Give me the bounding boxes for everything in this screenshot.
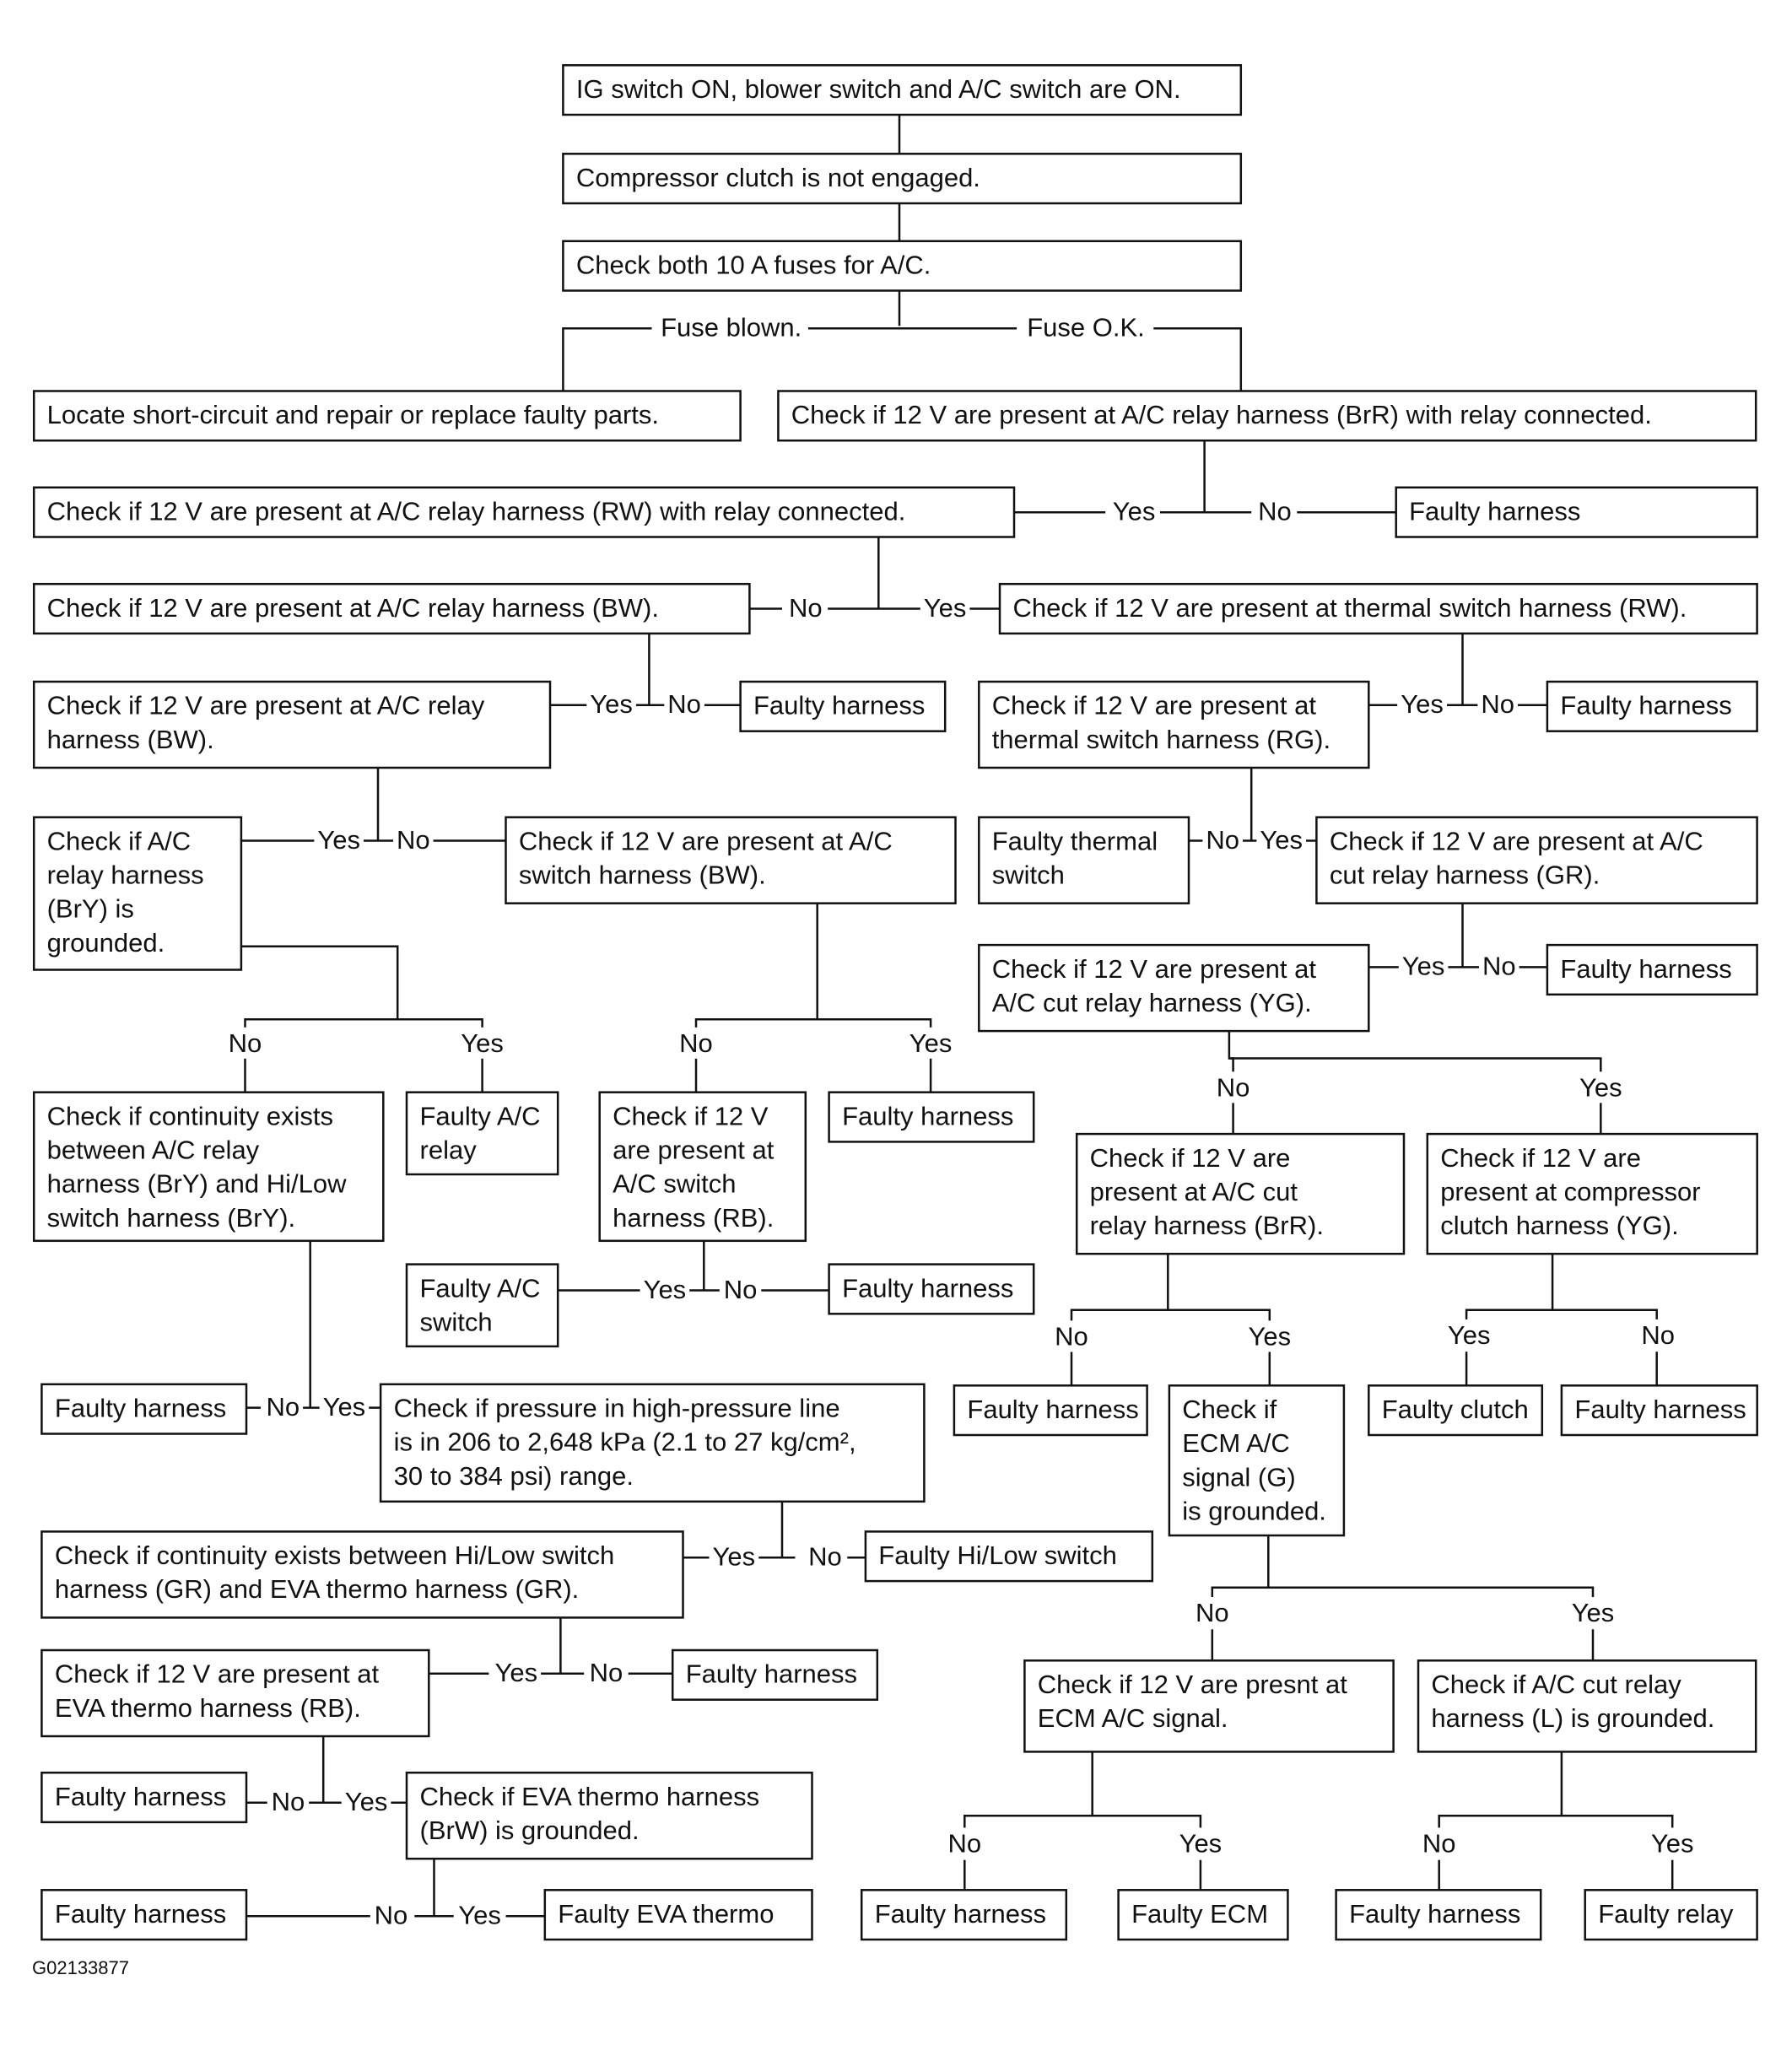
flow-box-text: Check if A/C cut relay: [1431, 1670, 1681, 1699]
flow-box-text: relay harness (BrR).: [1089, 1211, 1324, 1241]
flow-box-b5: [778, 391, 1756, 441]
flow-box-text: ECM A/C signal.: [1037, 1703, 1228, 1734]
flow-box-text: switch: [419, 1307, 493, 1337]
flow-box-b40: [41, 1773, 246, 1822]
flow-box-text: Faulty harness: [1574, 1395, 1746, 1424]
flow-box-text: Faulty harness: [685, 1659, 858, 1689]
flow-box-text: Faulty EVA thermo: [558, 1898, 775, 1929]
flow-box-text: switch harness (BW).: [518, 860, 766, 890]
flow-box-text: Faulty harness: [1560, 690, 1732, 720]
flow-box-text: Faulty Hi/Low switch: [878, 1540, 1117, 1570]
flow-box-b33: [1562, 1385, 1757, 1435]
flow-box-b21: [407, 1093, 558, 1174]
flow-box-b32: [1368, 1385, 1542, 1435]
flow-box-b44: [861, 1890, 1066, 1940]
connector-line: [241, 947, 397, 1030]
flow-box-text: harness (RB).: [613, 1202, 775, 1233]
flow-box-text: relay: [419, 1135, 477, 1165]
branch-label: Yes: [1401, 689, 1444, 720]
flow-box-text: clutch harness (YG).: [1440, 1211, 1679, 1241]
branch-label: No: [667, 689, 701, 720]
flow-box-text: Check if 12 V are present at: [54, 1659, 380, 1689]
flow-box-b29: [381, 1384, 924, 1502]
branch-label: No: [808, 1541, 842, 1572]
flow-box-text: signal (G): [1182, 1462, 1296, 1492]
branch-label: Yes: [344, 1787, 388, 1816]
branch-label: Yes: [461, 1028, 504, 1058]
branch-label: Yes: [317, 824, 360, 855]
flowchart-boxes: [34, 65, 1757, 1940]
branch-label: Yes: [643, 1274, 687, 1304]
flow-box-text: Check both 10 A fuses for A/C.: [575, 250, 931, 280]
flow-box-b18: [979, 945, 1368, 1031]
flow-box-text: Check if 12 V are present at A/C relay harness (BrR) with relay connected.: [791, 400, 1652, 430]
flow-box-text: Faulty harness: [1349, 1898, 1521, 1929]
flow-box-text: Faulty A/C: [419, 1101, 541, 1131]
flow-box-text: between A/C relay: [46, 1135, 260, 1165]
flow-box-text: Faulty relay: [1598, 1898, 1734, 1929]
flow-box-text: Faulty A/C: [419, 1273, 541, 1303]
flow-box-b31: [1169, 1385, 1344, 1535]
flow-box-text: Check if: [1182, 1395, 1277, 1424]
flow-box-text: present at A/C cut: [1089, 1176, 1298, 1206]
flow-box-text: IG switch ON, blower switch and A/C switch are ON.: [575, 73, 1181, 104]
branch-label: Yes: [909, 1028, 953, 1058]
flow-box-text: switch harness (BrY).: [46, 1202, 296, 1233]
flow-box-b25: [1428, 1134, 1757, 1254]
flow-box-b24: [1077, 1134, 1404, 1254]
branch-label: Yes: [322, 1391, 366, 1422]
flow-box-b3: [563, 241, 1240, 291]
flow-box-text: cut relay harness (GR).: [1329, 860, 1600, 890]
flow-box-text: Check if 12 V are present at A/C relay harness (BW).: [46, 592, 659, 623]
flow-box-b37: [672, 1650, 877, 1700]
flow-box-b27: [829, 1265, 1034, 1314]
flow-box-b4: [34, 391, 740, 441]
flow-box-text: are present at: [613, 1135, 775, 1165]
branch-label: No: [1641, 1319, 1676, 1350]
flow-box-text: Faulty ECM: [1131, 1898, 1269, 1929]
flow-box-text: thermal switch harness (RG).: [991, 724, 1331, 754]
flow-box-b36: [41, 1650, 429, 1736]
flow-box-text: EVA thermo harness (RB).: [54, 1692, 361, 1723]
branch-label: Yes: [494, 1658, 538, 1687]
flow-box-text: switch: [991, 860, 1065, 890]
flow-box-text: harness (BrY) and Hi/Low: [46, 1168, 347, 1199]
flow-box-text: present at compressor: [1440, 1176, 1701, 1206]
flow-box-text: Check if 12 V: [613, 1101, 769, 1131]
flow-box-b28: [41, 1384, 246, 1434]
branch-label: No: [947, 1828, 982, 1859]
flow-box-b13: [1547, 682, 1757, 731]
branch-label: No: [266, 1391, 300, 1422]
flow-box-b8: [34, 584, 749, 634]
connector-line: [1071, 1254, 1168, 1323]
flow-box-text: Check if 12 V are: [1440, 1142, 1641, 1173]
flow-box-text: harness (BW).: [46, 724, 214, 754]
flow-box-b1: [563, 65, 1240, 115]
flow-box-text: Check if 12 V are presnt at: [1037, 1670, 1347, 1699]
connector-line: [1466, 1254, 1552, 1323]
flow-box-b26: [407, 1265, 558, 1346]
branch-label: Yes: [1112, 496, 1156, 526]
branch-label: No: [723, 1274, 758, 1304]
connector-lines: [241, 115, 1672, 1916]
flow-box-text: Check if 12 V are present at: [991, 953, 1316, 984]
branch-label: Yes: [1571, 1598, 1615, 1627]
flow-box-text: Check if EVA thermo harness: [419, 1781, 760, 1811]
flow-box-b15: [506, 817, 956, 904]
flow-box-b7: [1396, 488, 1757, 537]
flow-box-text: Check if 12 V are present at A/C: [1329, 826, 1703, 856]
connector-line: [964, 1752, 1092, 1832]
flow-box-b11: [741, 682, 946, 731]
flow-box-text: Faulty harness: [874, 1898, 1047, 1929]
flow-box-b41: [407, 1773, 812, 1859]
connector-line: [1212, 1535, 1269, 1600]
flow-box-b30: [954, 1385, 1147, 1435]
flow-box-text: Faulty harness: [842, 1101, 1014, 1131]
flow-box-b35: [866, 1531, 1152, 1581]
flow-box-b42: [41, 1890, 246, 1940]
flow-box-text: Compressor clutch is not engaged.: [575, 162, 980, 192]
branch-label: Yes: [1248, 1321, 1292, 1352]
flow-box-text: Faulty harness: [54, 1781, 227, 1811]
flow-box-text: Check if continuity exists between Hi/Low switch: [54, 1540, 615, 1570]
flow-box-text: A/C switch: [613, 1168, 737, 1199]
branch-label: No: [228, 1028, 262, 1058]
flow-box-b34: [41, 1531, 683, 1617]
flow-box-text: Faulty harness: [54, 1898, 227, 1929]
connector-line: [1268, 1588, 1593, 1601]
branch-label: Yes: [590, 689, 633, 720]
branch-label: Fuse O.K.: [1027, 312, 1145, 343]
branch-label: No: [1055, 1321, 1088, 1352]
flow-box-text: Faulty harness: [842, 1273, 1014, 1303]
flow-box-text: Check if 12 V are present at thermal switch harness (RW).: [1012, 592, 1687, 623]
flow-box-text: Faulty harness: [54, 1393, 227, 1423]
flow-box-b39: [1418, 1660, 1756, 1751]
flow-box-b16: [979, 817, 1189, 904]
branch-label: Yes: [1179, 1828, 1223, 1859]
branch-label: No: [788, 592, 823, 623]
branch-label: No: [1422, 1828, 1456, 1859]
flow-box-b6: [34, 488, 1014, 537]
branch-label: No: [1216, 1072, 1250, 1103]
flow-box-text: Faulty harness: [967, 1395, 1139, 1424]
flow-box-b46: [1336, 1890, 1541, 1940]
flow-box-text: Check if pressure in high-pressure line: [393, 1393, 840, 1423]
flow-box-text: A/C cut relay harness (YG).: [991, 987, 1312, 1017]
flow-box-text: (BrW) is grounded.: [419, 1816, 640, 1845]
connector-line: [563, 328, 651, 391]
branch-label: Yes: [1401, 951, 1445, 981]
flow-box-text: Check if 12 V are present at A/C relay: [46, 690, 485, 720]
branch-label: No: [1195, 1598, 1229, 1627]
flow-box-b14: [34, 817, 241, 970]
flow-box-b22: [600, 1093, 806, 1241]
flow-box-b38: [1024, 1660, 1393, 1751]
branch-label: Fuse blown.: [661, 312, 802, 343]
flow-box-text: Locate short-circuit and repair or replace faulty parts.: [46, 400, 660, 430]
flow-box-text: Faulty clutch: [1381, 1395, 1529, 1424]
flow-box-text: Check if continuity exists: [46, 1101, 334, 1131]
flow-box-b12: [979, 682, 1368, 768]
branch-label: Yes: [1260, 824, 1303, 855]
connector-line: [1153, 328, 1241, 391]
branch-label: No: [1258, 496, 1292, 526]
branch-label: Yes: [458, 1900, 501, 1930]
branch-label: No: [271, 1787, 305, 1816]
connector-line: [696, 904, 818, 1030]
flow-box-text: Check if 12 V are present at: [991, 690, 1316, 720]
flow-box-b10: [34, 682, 550, 768]
branch-label: Yes: [1447, 1319, 1491, 1350]
flow-box-text: ECM A/C: [1182, 1428, 1290, 1459]
flow-box-b45: [1119, 1890, 1288, 1940]
connector-line: [1229, 1059, 1600, 1076]
flow-box-text: Check if A/C: [46, 826, 192, 856]
flow-box-text: Faulty harness: [753, 690, 926, 720]
flow-box-b47: [1585, 1890, 1757, 1940]
flow-box-text: is in 206 to 2,648 kPa (2.1 to 27 kg/cm²,: [393, 1427, 856, 1457]
flow-box-b43: [545, 1890, 812, 1940]
flow-box-text: Check if 12 V are: [1089, 1142, 1291, 1173]
branch-label: Yes: [712, 1541, 756, 1572]
figure-id: G02133877: [32, 1957, 129, 1978]
flow-box-text: grounded.: [46, 927, 165, 958]
flow-box-text: Faulty harness: [1409, 496, 1581, 526]
flow-box-b17: [1316, 817, 1757, 904]
flow-box-b20: [34, 1093, 383, 1241]
connector-line: [1229, 1031, 1233, 1076]
branch-label: Yes: [1650, 1828, 1694, 1859]
branch-label: No: [1481, 689, 1515, 720]
flow-box-text: harness (GR) and EVA thermo harness (GR).: [54, 1574, 580, 1605]
flow-box-text: Check if 12 V are present at A/C relay harness (RW) with relay connected.: [46, 496, 906, 526]
flow-box-text: 30 to 384 psi) range.: [393, 1460, 634, 1491]
flow-box-text: Faulty harness: [1560, 953, 1732, 984]
branch-label: Yes: [1579, 1072, 1622, 1103]
branch-label: Yes: [923, 592, 967, 623]
flow-box-text: Faulty thermal: [991, 826, 1158, 856]
branch-label: No: [374, 1900, 408, 1930]
flow-box-text: harness (L) is grounded.: [1431, 1703, 1715, 1734]
flow-box-text: is grounded.: [1182, 1496, 1326, 1526]
flow-box-text: Check if 12 V are present at A/C: [518, 826, 893, 856]
flow-box-b23: [829, 1093, 1034, 1142]
branch-label: No: [396, 824, 430, 855]
branch-label: No: [589, 1658, 623, 1687]
flow-box-b2: [563, 154, 1240, 203]
flow-box-b19: [1547, 945, 1757, 995]
flow-box-text: relay harness: [46, 860, 204, 890]
branch-label: No: [679, 1028, 713, 1058]
branch-label: No: [1482, 951, 1516, 981]
flow-box-b9: [1000, 584, 1757, 634]
branch-label: No: [1206, 824, 1240, 855]
flow-box-text: (BrY) is: [46, 893, 134, 924]
connector-line: [1439, 1752, 1562, 1832]
